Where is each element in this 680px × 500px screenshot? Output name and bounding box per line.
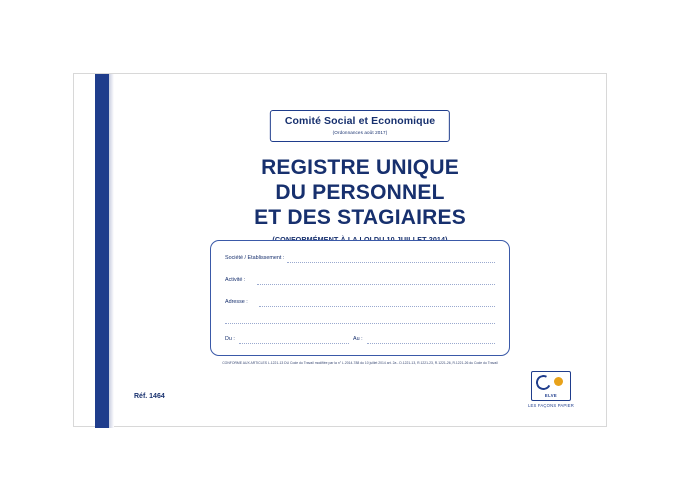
field-period	[225, 336, 495, 346]
field-adresse-rule-2[interactable]	[225, 323, 495, 324]
title-line-3: ET DES STAGIAIRES	[254, 205, 466, 229]
field-du-label: Du :	[225, 336, 235, 342]
field-adresse-rule-1[interactable]	[259, 306, 495, 307]
page-title	[114, 156, 606, 244]
reference-code: Réf. 1464	[134, 393, 165, 400]
binding-strip	[95, 74, 109, 428]
field-activite-label: Activité :	[225, 277, 246, 283]
field-adresse-line2	[225, 316, 495, 326]
title-line-1: REGISTRE UNIQUE	[261, 156, 459, 179]
field-au-rule[interactable]	[367, 343, 495, 344]
field-activite-rule[interactable]	[257, 284, 495, 285]
product-image	[73, 73, 607, 427]
field-au-label: Au :	[353, 336, 363, 342]
title-line-2: DU PERSONNEL	[275, 180, 445, 204]
field-societe-label: Société / Etablissement :	[225, 255, 285, 261]
cse-title: Comité Social et Economique	[284, 115, 436, 127]
elve-logo	[520, 371, 582, 408]
logo-name: ELVE	[544, 393, 558, 398]
field-societe	[225, 255, 495, 265]
field-societe-rule[interactable]	[287, 262, 495, 263]
field-activite	[225, 277, 495, 287]
logo-c-shape-icon	[534, 373, 553, 392]
legal-notice: CONFORME AUX ARTICLES L.1221-13 DU Code du Travail modifiée par la n° L.2014-788 du 10 juillet 2014 art. 2a - D.1221-13, R.1221-23, R.1221-26, R.1221-26 du Code du Travail	[222, 361, 498, 365]
field-adresse	[225, 299, 495, 309]
cse-box	[270, 110, 450, 142]
field-adresse-label: Adresse :	[225, 299, 248, 305]
logo-dot-icon	[554, 377, 563, 386]
logo-mark-icon	[531, 371, 571, 401]
register-cover	[114, 74, 606, 426]
form-panel	[210, 240, 510, 356]
cse-subtitle: (Ordonnances août 2017)	[332, 129, 388, 135]
field-du-rule[interactable]	[239, 343, 349, 344]
logo-tagline: LES FAÇONS PAPIER	[528, 403, 574, 408]
